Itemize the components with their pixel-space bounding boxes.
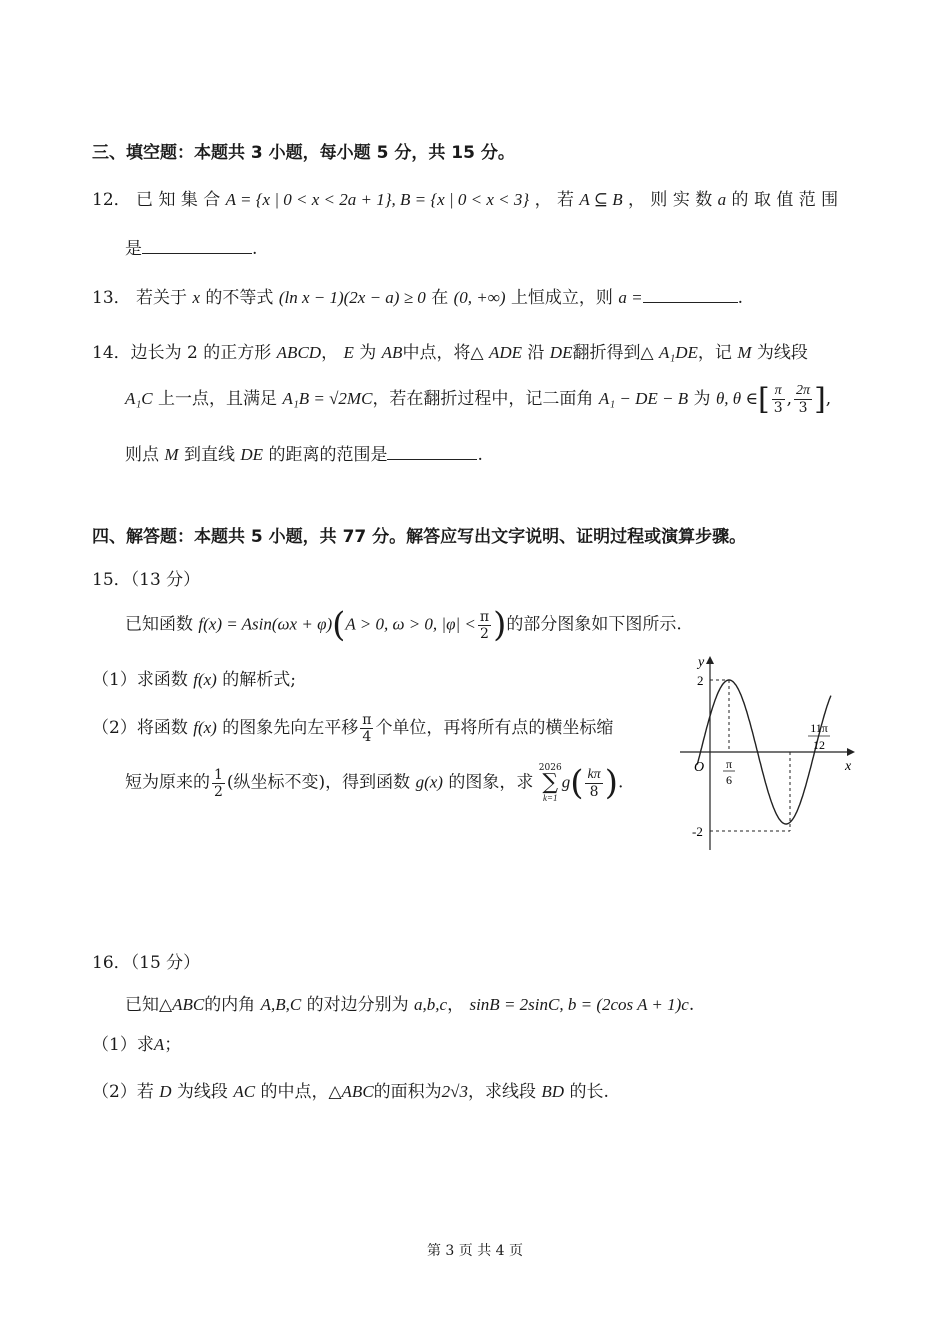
page-footer: 第 3 页 共 4 页 xyxy=(426,1243,524,1259)
q15-part2-line1: （2）将函数 f(x) 的图象先向左平移 $\frac{\pi}{4}$ 个单位，再将所有点的横坐标缩 xyxy=(92,712,614,745)
q14-answer-blank xyxy=(387,443,477,460)
q15-part2-line2: 短为原来的 $\frac{1}{2}$ (纵坐标不变)，得到函数 g(x) 的图象，求 2026 ∑ k=1 g( $\frac{k\pi}{8}$ ). xyxy=(125,763,624,803)
section-3-heading: 三、填空题：本题共 3 小题，每小题 5 分，共 15 分。 xyxy=(92,143,515,163)
q12-text: 已 知 集 合 xyxy=(136,190,221,210)
x-axis-arrow-icon xyxy=(847,748,855,756)
origin-label: O xyxy=(694,760,705,775)
y-axis-label: y xyxy=(698,655,705,670)
q12-set-def: A = {x | 0 < x < 2a + 1}, B = {x | 0 < x < 3} xyxy=(225,190,530,209)
q12-line1: 12． 已 知 集 合 A = {x | 0 < x < 2a + 1}, B = {x | 0 < x < 3} ， 若 A ⊆ B ， 则 实 数 a 的 取 值 范 围 xyxy=(92,190,839,210)
x-axis-label: x xyxy=(845,759,852,774)
q15-number: 15．（13 分） xyxy=(92,570,201,590)
q15-part1: （1）求函数 f(x) 的解析式; xyxy=(92,670,296,690)
section-4-heading: 四、解答题：本题共 5 小题，共 77 分。解答应写出文字说明、证明过程或演算步骤。 xyxy=(92,527,747,547)
q12-condition: A ⊆ B xyxy=(579,190,623,209)
peak-x-denominator: 6 xyxy=(726,773,732,787)
q15-intro: 已知函数 f(x) = Asin(ωx + φ)(A > 0, ω > 0, |φ| < $\frac{\pi}{2}$ )的部分图象如下图所示. xyxy=(125,605,682,645)
peak-x-numerator: π xyxy=(725,757,733,771)
y-min-label: -2 xyxy=(692,824,703,839)
q16-number: 16．（15 分） xyxy=(92,953,201,973)
q13-line: 13． 若关于 x 的不等式 (ln x − 1)(2x − a) ≥ 0 在 (0, +∞) 上恒成立，则 a = . xyxy=(92,288,743,308)
q13-number: 13． xyxy=(92,288,131,308)
q12-answer-blank xyxy=(142,237,252,254)
q14-line2: A₁C 上一点，且满足 A₁B = √2MC，若在翻折过程中，记二面角 A₁ − DE − B 为 θ, θ ∈[ $\frac{\pi}{3}$ , $\frac{2\pi}{3}$ ], xyxy=(125,382,832,417)
q14-line1: 14．边长为 2 的正方形 ABCD， E 为 AB中点，将△ ADE 沿 DE翻折得到△ A₁DE，记 M 为线段 xyxy=(92,343,808,363)
q13-inequality: (ln x − 1)(2x − a) ≥ 0 xyxy=(278,288,426,307)
q15-sine-graph xyxy=(670,650,870,860)
q16-part2: （2）若 D 为线段 AC 的中点，△ABC的面积为2√3，求线段 BD 的长. xyxy=(92,1082,609,1102)
q16-part1: （1）求A； xyxy=(92,1035,182,1055)
zero-x-denominator: 12 xyxy=(813,738,825,752)
q16-intro: 已知△ABC的内角 A,B,C 的对边分别为 a,b,c， sinB = 2sinC, b = (2cos A + 1)c. xyxy=(125,995,695,1015)
y-max-label: 2 xyxy=(697,673,704,688)
q16-equation: sinB = 2sinC, b = (2cos A + 1)c xyxy=(469,995,689,1014)
zero-x-numerator: 11π xyxy=(810,721,828,735)
y-axis-arrow-icon xyxy=(706,656,714,664)
q14-number: 14． xyxy=(92,343,131,363)
q15-summation: 2026 ∑ k=1 xyxy=(538,763,562,803)
q13-answer-blank xyxy=(643,286,738,303)
q15-function: f(x) = Asin(ωx + φ) xyxy=(198,614,333,634)
q14-relation: A₁B = √2MC xyxy=(282,389,373,408)
q14-line3: 则点 M 到直线 DE 的距离的范围是 . xyxy=(125,445,483,465)
q12-line2: 是 . xyxy=(125,239,258,259)
q12-number: 12． xyxy=(92,190,131,210)
